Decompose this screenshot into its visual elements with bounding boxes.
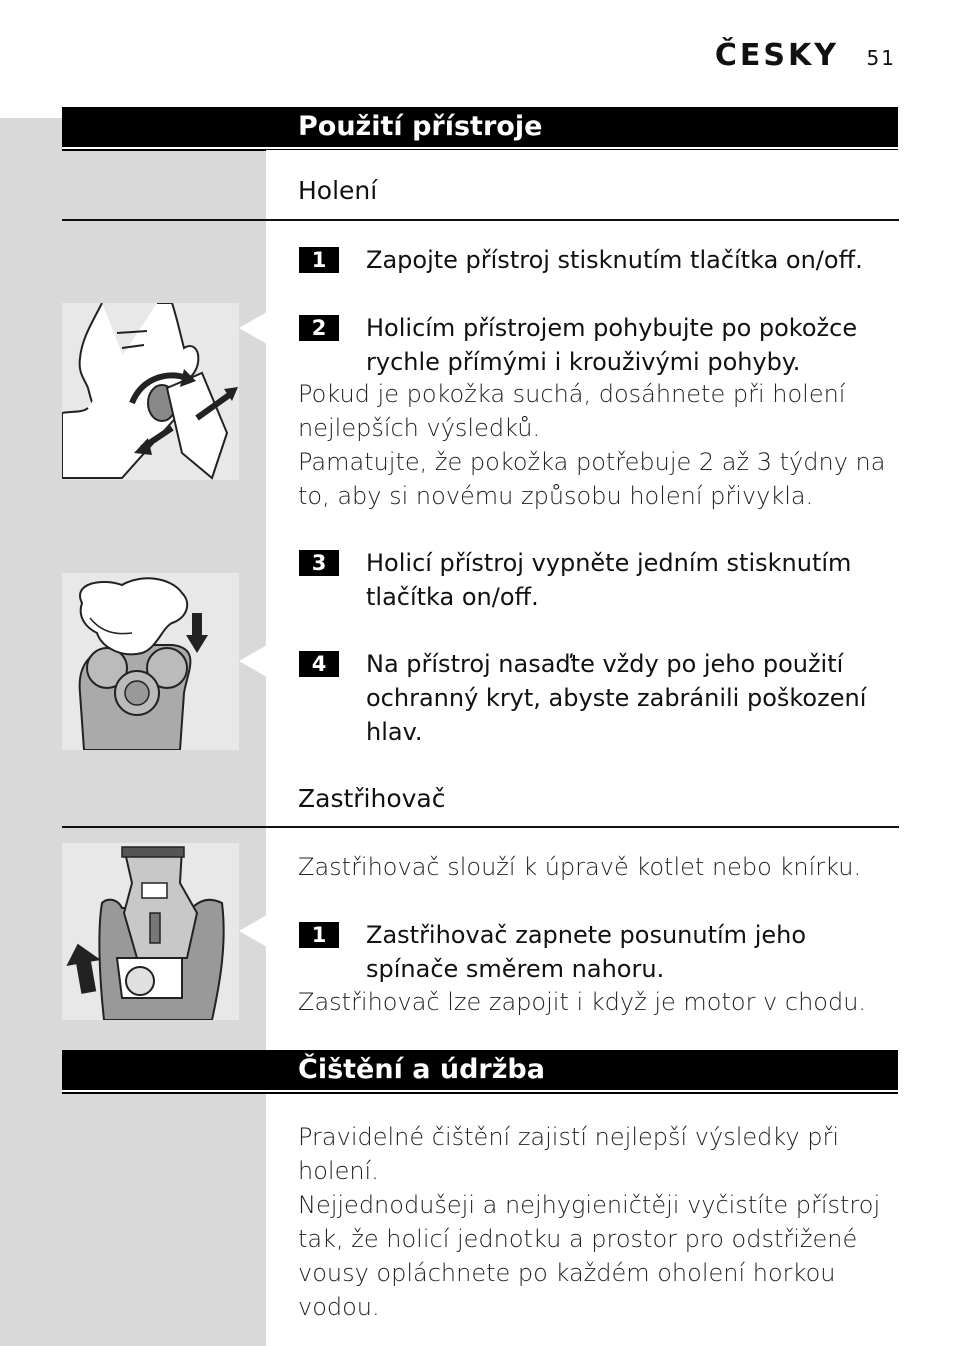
step-text: Holicí přístroj vypněte jedním stisknutím tlačítka on/off. xyxy=(366,549,852,611)
figure-shaving-face xyxy=(62,303,239,480)
step-text: Holicím přístrojem pohybujte po pokožce rychle přímými i krouživými pohyby. xyxy=(366,314,858,376)
step-number: 1 xyxy=(299,922,339,948)
figure-pointer xyxy=(239,915,267,947)
step-number: 3 xyxy=(299,550,339,576)
step-text: Na přístroj nasaďte vždy po jeho použití ochranný kryt, abyste zabránili poškození hlav. xyxy=(366,650,867,746)
trimmer-intro: Zastřihovač slouží k úpravě kotlet nebo knírku. xyxy=(298,853,862,881)
note-adaptation: Pamatujte, že pokožka potřebuje 2 až 3 týdny na to, aby si novému způsobu holení přivykla. xyxy=(298,448,886,510)
figure-protection-cap xyxy=(62,573,239,750)
figure-pointer xyxy=(239,645,267,677)
cleaning-para-2: Nejjednodušeji a nejhygieničtěji vyčistíte přístroj tak, že holicí jednotku a prostor pro odstřižené vousy opláchnete po každém oholení horkou vodou. xyxy=(298,1191,881,1321)
section-title-cleaning: Čištění a údržba xyxy=(298,1054,545,1085)
page-number: 51 xyxy=(866,46,896,70)
subhead-shaving: Holení xyxy=(298,176,378,205)
section-bar-cleaning xyxy=(62,1050,898,1092)
rule-trimmer xyxy=(62,826,899,828)
step-text: Zapojte přístroj stisknutím tlačítka on/off. xyxy=(366,246,863,274)
section-title-usage: Použití přístroje xyxy=(298,111,543,142)
trimmer-note: Zastřihovač lze zapojit i když je motor v chodu. xyxy=(298,988,867,1016)
section-bar-usage xyxy=(62,107,898,149)
language-label: ČESKY xyxy=(714,38,839,73)
note-dry-skin: Pokud je pokožka suchá, dosáhnete při holení nejlepších výsledků. xyxy=(298,380,846,442)
step-text: Zastřihovač zapnete posunutím jeho spínače směrem nahoru. xyxy=(366,921,807,983)
step-number: 1 xyxy=(299,247,339,273)
step-number: 4 xyxy=(299,651,339,677)
cleaning-para-1: Pravidelné čištění zajistí nejlepší výsledky při holení. xyxy=(298,1123,840,1185)
figure-pointer xyxy=(239,312,267,344)
figure-trimmer xyxy=(62,843,239,1020)
subhead-trimmer: Zastřihovač xyxy=(298,784,446,813)
step-number: 2 xyxy=(299,315,339,341)
rule-shaving xyxy=(62,219,899,221)
